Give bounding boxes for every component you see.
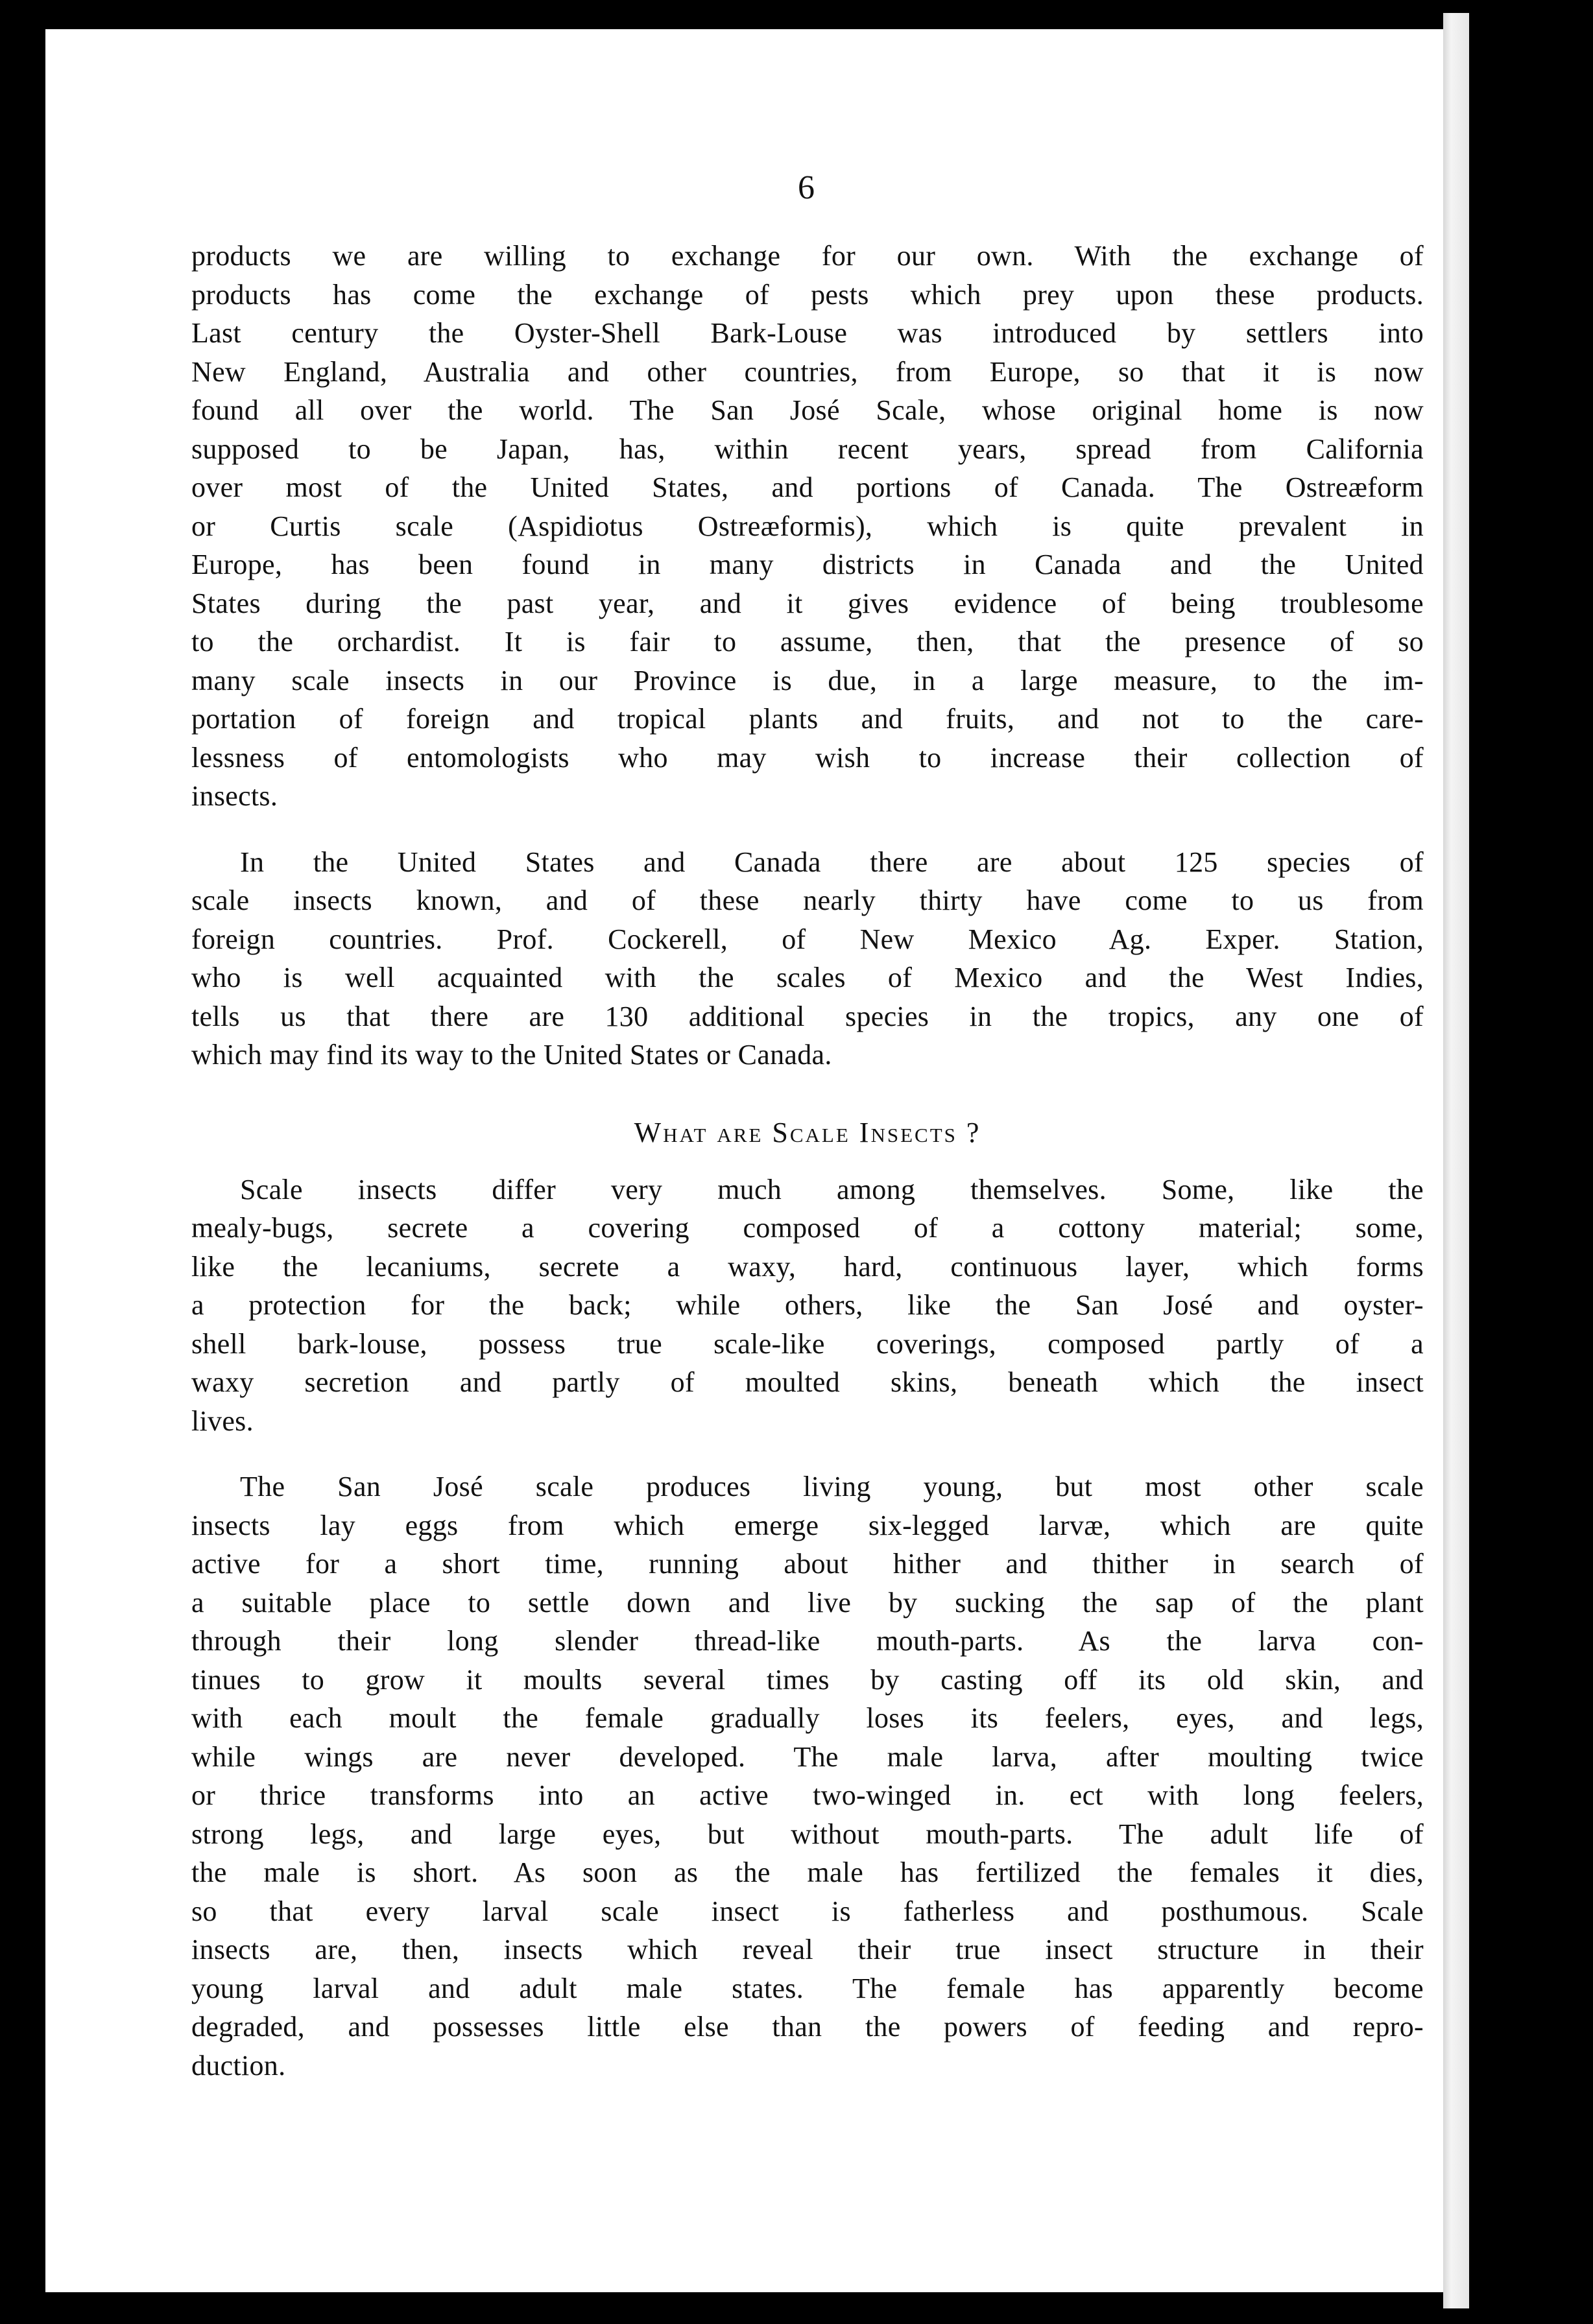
text-line: or Curtis scale (Aspidiotus Ostreæformis), which is quite prevalent in: [191, 510, 1424, 542]
paragraph-1: [191, 237, 1424, 816]
text-line: which may find its way to the United States or Canada.: [191, 1039, 832, 1071]
text-line: lessness of entomologists who may wish to increase their collection of: [191, 741, 1424, 774]
text-line: through their long slender thread-like mouth-parts. As the larva con-: [191, 1625, 1424, 1657]
text-line: States during the past year, and it gives evidence of being troublesome: [191, 587, 1424, 619]
text-line: while wings are never developed. The male larva, after moulting twice: [191, 1740, 1424, 1773]
text-line: degraded, and possesses little else than the powers of feeding and repro-: [191, 2011, 1424, 2043]
text-line: portation of foreign and tropical plants and fruits, and not to the care-: [191, 703, 1424, 735]
text-line: products we are willing to exchange for our own. With the exchange of: [191, 240, 1424, 272]
text-line: to the orchardist. It is fair to assume, then, that the presence of so: [191, 626, 1424, 658]
document-page: [45, 29, 1443, 2292]
text-line: many scale insects in our Province is due, in a large measure, to the im-: [191, 664, 1424, 696]
text-line: Scale insects differ very much among themselves. Some, like the: [240, 1173, 1424, 1205]
text-line: In the United States and Canada there are about 125 species of: [240, 846, 1424, 878]
text-line: with each moult the female gradually loses its feelers, eyes, and legs,: [191, 1702, 1424, 1734]
text-line: active for a short time, running about hither and thither in search of: [191, 1548, 1424, 1580]
text-line: mealy-bugs, secrete a covering composed of a cottony material; some,: [191, 1212, 1424, 1244]
text-line: foreign countries. Prof. Cockerell, of New Mexico Ag. Exper. Station,: [191, 923, 1424, 955]
section-heading: What are Scale Insects ?: [634, 1116, 981, 1148]
text-line: New England, Australia and other countries, from Europe, so that it is now: [191, 355, 1424, 388]
text-line: who is well acquainted with the scales of Mexico and the West Indies,: [191, 962, 1424, 993]
paragraph-2: [191, 843, 1424, 1074]
text-line: Last century the Oyster-Shell Bark-Louse was introduced by settlers into: [191, 317, 1424, 349]
text-line: The San José scale produces living young, but most other scale: [240, 1471, 1424, 1502]
text-line: or thrice transforms into an active two-winged in. ect with long feelers,: [191, 1779, 1424, 1811]
text-line: products has come the exchange of pests which prey upon these products.: [191, 278, 1424, 311]
paragraph-4: [191, 1467, 1424, 2085]
text-line: supposed to be Japan, has, within recent years, spread from California: [191, 433, 1424, 465]
paragraph-3: [191, 1170, 1424, 1441]
text-line: scale insects known, and of these nearly thirty have come to us from: [191, 884, 1424, 916]
text-line: shell bark-louse, possess true scale-like coverings, composed partly of a: [191, 1327, 1424, 1360]
text-line: found all over the world. The San José Scale, whose original home is now: [191, 394, 1424, 426]
text-line: a suitable place to settle down and live by sucking the sap of the plant: [191, 1586, 1424, 1618]
text-line: the male is short. As soon as the male has fertilized the females it dies,: [191, 1856, 1424, 1888]
text-line: insects are, then, insects which reveal their true insect structure in their: [191, 1934, 1424, 1965]
text-line: insects lay eggs from which emerge six-legged larvæ, which are quite: [191, 1509, 1424, 1541]
text-line: young larval and adult male states. The female has apparently become: [191, 1972, 1424, 2004]
text-line: lives.: [191, 1405, 254, 1437]
text-line: waxy secretion and partly of moulted skins, beneath which the insect: [191, 1366, 1424, 1398]
text-line: like the lecaniums, secrete a waxy, hard, continuous layer, which forms: [191, 1250, 1424, 1283]
text-line: tinues to grow it moults several times by casting off its old skin, and: [191, 1663, 1424, 1696]
body-text: [191, 237, 1424, 2085]
text-line: insects.: [191, 780, 278, 812]
text-line: a protection for the back; while others, like the San José and oyster-: [191, 1289, 1424, 1321]
page-edge: [1443, 13, 1469, 2308]
text-line: strong legs, and large eyes, but without mouth-parts. The adult life of: [191, 1818, 1424, 1850]
text-line: Europe, has been found in many districts in Canada and the United: [191, 549, 1424, 580]
text-line: so that every larval scale insect is fatherless and posthumous. Scale: [191, 1895, 1424, 1927]
text-line: tells us that there are 130 additional species in the tropics, any one of: [191, 1000, 1424, 1032]
text-line: duction.: [191, 2049, 286, 2081]
page-number: 6: [798, 169, 815, 206]
text-line: over most of the United States, and portions of Canada. The Ostreæform: [191, 471, 1424, 503]
